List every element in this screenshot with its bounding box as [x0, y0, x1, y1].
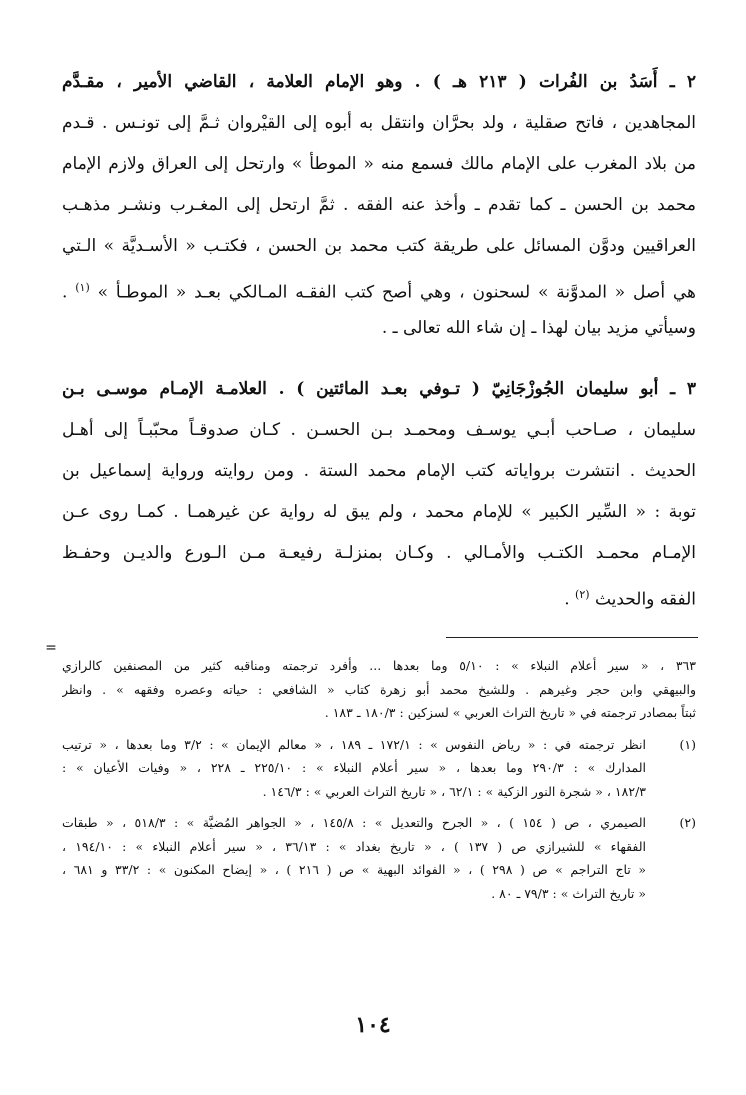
footnote-line: المدارك » : ٢٩٠/٣ وما بعدها ، « سير أعلام النبلاء » : ٢٢٥/١٠ ـ ٢٢٨ ، « وفيات الأعيان » : [62, 760, 646, 775]
entry-heading-line: ٢ً ـ أَسَدُ بن الفُرات ( ٢١٣ هـ ) . وهو الإمام العلامة ، القاضي الأمير ، مقـدَّم [62, 72, 696, 92]
text-line: الحديث . انتشرت برواياته كتب الإمام محمد الستة . ومن روايته ورواية إسماعيل بن [62, 461, 696, 481]
continuation-mark: = [45, 640, 57, 656]
footnote-marker: (٢) [575, 588, 590, 601]
main-text [62, 62, 696, 615]
entry-asad-ibn-al-furat [62, 62, 696, 349]
footnote-line: الصيمري ، ص ( ١٥٤ ) ، « الجرح والتعديل » : ١٤٥/٨ ، « الجواهر المُضيَّة » : ٥١٨/٣ ، « طبقات [62, 815, 646, 830]
footnote-line: والبيهقي وابن حجر وغيرهم . وللشيخ محمد أبو زهرة كتاب « الشافعي : حياته وعصره وفقهه » . وانظر [62, 681, 696, 697]
footnote-continuation [62, 654, 696, 725]
footnote-marker: (١) [75, 281, 90, 294]
footnotes [62, 654, 696, 913]
footnote-line: « تاريخ التراث » : ٧٩/٣ ـ ٨٠ . [491, 885, 646, 901]
text-line: سليمان ، صـاحب أبـي يوسـف ومحمـد بـن الحسـن . كـان صدوقـاً محبّبـاً إلى أهـل [62, 420, 696, 440]
text-line: الإمـام محمـد الكتـب والأمـالي . وكـان بمنزلـة رفيعـة مـن الـورع والديـن وحفـظ [62, 543, 696, 563]
footnote-line: ثبتاً بمصادر ترجمته في « تاريخ التراث العربي » لسزكين : ١٨٠/٣ ـ ١٨٣ . [324, 705, 696, 720]
page-number: ١٠٤ [355, 1012, 391, 1038]
footnote-line: ٣٦٣ ، « سير أعلام النبلاء » : ٥/١٠ وما بعدها ... وأفرد ترجمته ومناقبه كثير من المصنفين كالرازي [62, 658, 696, 673]
text-line: هي أصل « المدوَّنة » لسحنون ، وهي أصح كتب الفقـه المـالكي بعـد « الموطـأ » [97, 282, 696, 303]
footnote-1 [62, 733, 696, 804]
footnote-body [62, 733, 646, 804]
text-line: العراقيين ودوَّن المسائل على طريقة كتب محمد بن الحسن ، فكتـب « الأسـديَّة » الـتي [62, 236, 696, 256]
entry-heading-line: ٣ً ـ أبو سليمان الجُوزْجَانِيّ ( تـوفي بعـد المائتين ) . العلامـة الإمـام موسـى بـن [62, 379, 696, 399]
sentence-end: . [564, 589, 576, 610]
footnote-body [62, 811, 646, 905]
footnote-line: الفقهاء » للشيرازي ص ( ١٣٧ ) ، « تاريخ بغداد » : ٣٦/١٣ ، « سير أعلام النبلاء » : ١٩٤/١٠ ، [62, 838, 646, 854]
text-line: من بلاد المغرب على الإمام مالك فسمع منه « الموطأ » وارتحل إلى العراق ولازم الإمام [62, 154, 696, 174]
footnote-line: انظر ترجمته في : « رياض النفوس » : ١٧٢/١ ـ ١٨٩ ، « معالم الإيمان » : ٣/٢ وما بعدها ، « ترتيب [62, 736, 646, 752]
footnote-line: « تاج التراجم » ص ( ٢٩٨ ) ، « الفوائد البهية » ص ( ٢١٦ ) ، « إيضاح المكنون » : ٣٣/٢ و ٦٨١ ، [62, 862, 646, 877]
text-line: محمد بن الحسن ـ كما تقدم ـ وأخذ عنه الفقه . ثمَّ ارتحل إلى المغـرب ونشـر مذهـب [62, 195, 696, 215]
footnote-line: ١٨٢/٣ ، « شجرة النور الزكية » : ٦٢/١ ، « تاريخ التراث العربي » : ١٤٦/٣ . [262, 783, 646, 799]
text-line: الفقه والحديث [594, 589, 696, 610]
entry-abu-sulayman-al-juzjani [62, 369, 696, 615]
footnote-number: (٢) [679, 815, 696, 830]
sentence-end: . [62, 282, 76, 303]
footnote-separator [446, 637, 698, 638]
text-line: وسيأتي مزيد بيان لهذا ـ إن شاء الله تعالى ـ . [381, 318, 696, 338]
text-line-with-footnote [62, 574, 696, 615]
text-line-with-footnote [62, 267, 696, 308]
footnote-number: (١) [679, 736, 696, 752]
text-line: المجاهدين ، فاتح صقلية ، ولد بحرَّان وانتقل به أبوه إلى القيْروان ثـمَّ إلى تونـس . قـدم [62, 113, 696, 133]
entry-gap [62, 349, 696, 369]
text-line: توبة : « السِّير الكبير » للإمام محمد ، ولم يبق له رواية عن غيرهمـا . كمـا روى عـن [62, 502, 696, 522]
footnote-2 [62, 811, 696, 905]
